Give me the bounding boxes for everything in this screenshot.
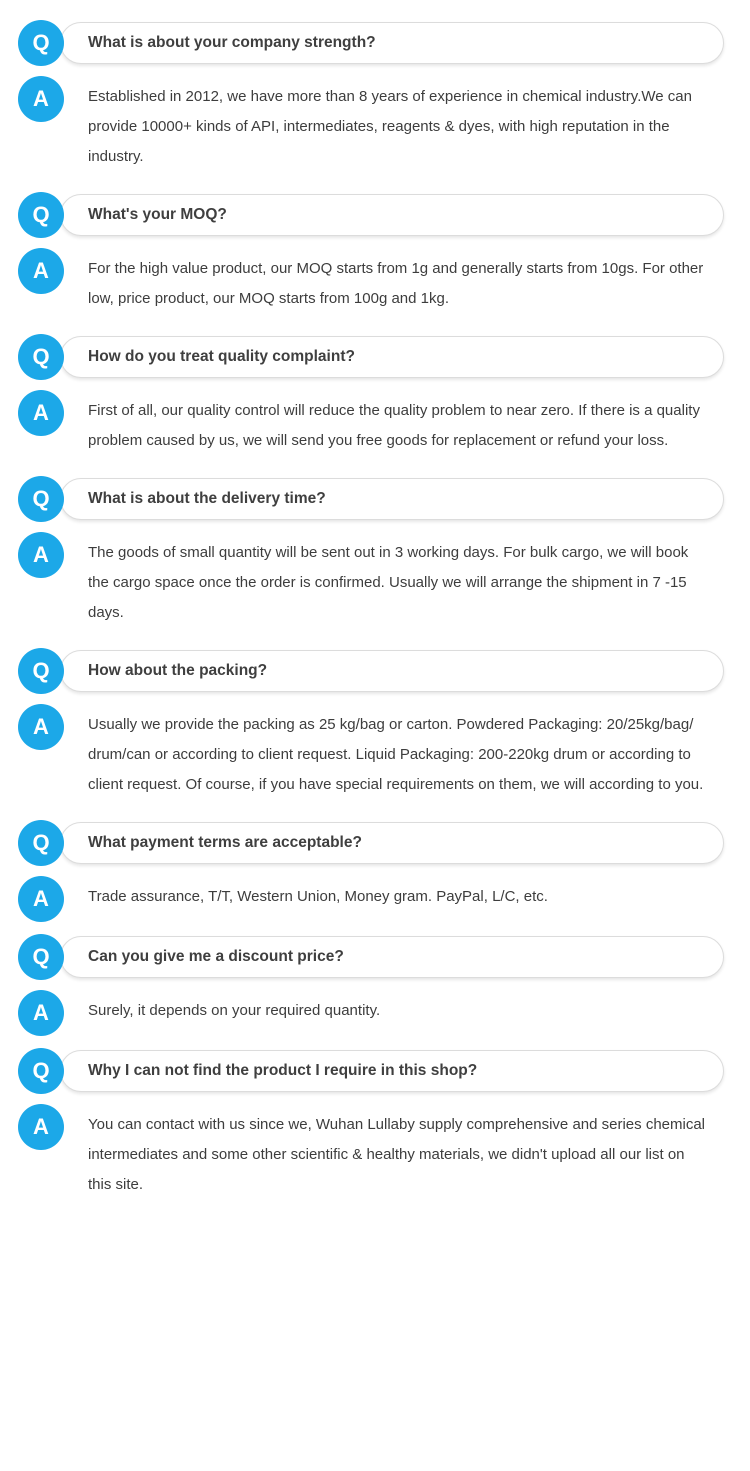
faq-question-text: Can you give me a discount price? bbox=[88, 948, 344, 965]
faq-answer-row bbox=[0, 1100, 750, 1214]
question-badge-icon: Q bbox=[18, 648, 64, 694]
question-badge-icon: Q bbox=[18, 820, 64, 866]
faq-question-text: What is about your company strength? bbox=[88, 34, 376, 51]
faq-answer-text: You can contact with us since we, Wuhan Lullaby supply comprehensive and series chemical intermediates and some other scientific & healthy materials, we didn't upload all our list on this site. bbox=[88, 1116, 706, 1193]
faq-question-text: What's your MOQ? bbox=[88, 206, 227, 223]
faq-question-row[interactable] bbox=[0, 186, 750, 244]
faq-answer-row bbox=[0, 72, 750, 186]
faq-item bbox=[0, 470, 750, 642]
faq-question-text: Why I can not find the product I require in this shop? bbox=[88, 1062, 478, 1079]
faq-answer-row bbox=[0, 528, 750, 642]
faq-answer-row bbox=[0, 386, 750, 470]
answer-badge-icon: A bbox=[18, 248, 64, 294]
answer-badge-icon: A bbox=[18, 704, 64, 750]
faq-answer-row bbox=[0, 872, 750, 928]
answer-badge-icon: A bbox=[18, 990, 64, 1036]
faq-answer-text: The goods of small quantity will be sent out in 3 working days. For bulk cargo, we will book the cargo space once the order is confirmed. Usually we will arrange the shipment in 7 -15 days. bbox=[88, 544, 689, 621]
faq-answer-text: Usually we provide the packing as 25 kg/bag or carton. Powdered Packaging: 20/25kg/bag/ drum/can or according to client request. Liquid Packaging: 200-220kg drum or according to client request. Of course, if you have special requirements on them, we will according to you. bbox=[88, 716, 704, 793]
question-badge-icon: Q bbox=[18, 934, 64, 980]
faq-item bbox=[0, 186, 750, 328]
question-badge-icon: Q bbox=[18, 334, 64, 380]
faq-question-row[interactable] bbox=[0, 470, 750, 528]
question-badge-icon: Q bbox=[18, 192, 64, 238]
faq-item bbox=[0, 814, 750, 928]
faq-question-row[interactable] bbox=[0, 14, 750, 72]
faq-answer-row bbox=[0, 986, 750, 1042]
faq-question-row[interactable] bbox=[0, 928, 750, 986]
answer-badge-icon: A bbox=[18, 76, 64, 122]
faq-answer-text: For the high value product, our MOQ starts from 1g and generally starts from 10gs. For other low, price product, our MOQ starts from 100g and 1kg. bbox=[88, 260, 704, 307]
faq-question-text: How do you treat quality complaint? bbox=[88, 348, 355, 365]
faq-question-text: What payment terms are acceptable? bbox=[88, 834, 362, 851]
answer-badge-icon: A bbox=[18, 876, 64, 922]
faq-answer-text: First of all, our quality control will reduce the quality problem to near zero. If there is a quality problem caused by us, we will send you free goods for replacement or refund your loss. bbox=[88, 402, 700, 449]
faq-item bbox=[0, 642, 750, 814]
answer-badge-icon: A bbox=[18, 1104, 64, 1150]
question-badge-icon: Q bbox=[18, 20, 64, 66]
faq-question-text: How about the packing? bbox=[88, 662, 268, 679]
faq-question-text: What is about the delivery time? bbox=[88, 490, 326, 507]
faq-item bbox=[0, 14, 750, 186]
answer-badge-icon: A bbox=[18, 532, 64, 578]
faq-answer-row bbox=[0, 244, 750, 328]
faq-item bbox=[0, 928, 750, 1042]
faq-answer-text: Surely, it depends on your required quantity. bbox=[88, 1002, 381, 1019]
faq-answer-row bbox=[0, 700, 750, 814]
faq-answer-text: Established in 2012, we have more than 8 years of experience in chemical industry.We can provide 10000+ kinds of API, intermediates, reagents & dyes, with high reputation in the industry. bbox=[88, 88, 692, 165]
faq-question-row[interactable] bbox=[0, 642, 750, 700]
question-badge-icon: Q bbox=[18, 1048, 64, 1094]
question-badge-icon: Q bbox=[18, 476, 64, 522]
faq-question-row[interactable] bbox=[0, 1042, 750, 1100]
faq-item bbox=[0, 1042, 750, 1214]
faq-item bbox=[0, 328, 750, 470]
answer-badge-icon: A bbox=[18, 390, 64, 436]
faq-answer-text: Trade assurance, T/T, Western Union, Money gram. PayPal, L/C, etc. bbox=[88, 888, 548, 905]
faq-question-row[interactable] bbox=[0, 328, 750, 386]
faq-question-row[interactable] bbox=[0, 814, 750, 872]
